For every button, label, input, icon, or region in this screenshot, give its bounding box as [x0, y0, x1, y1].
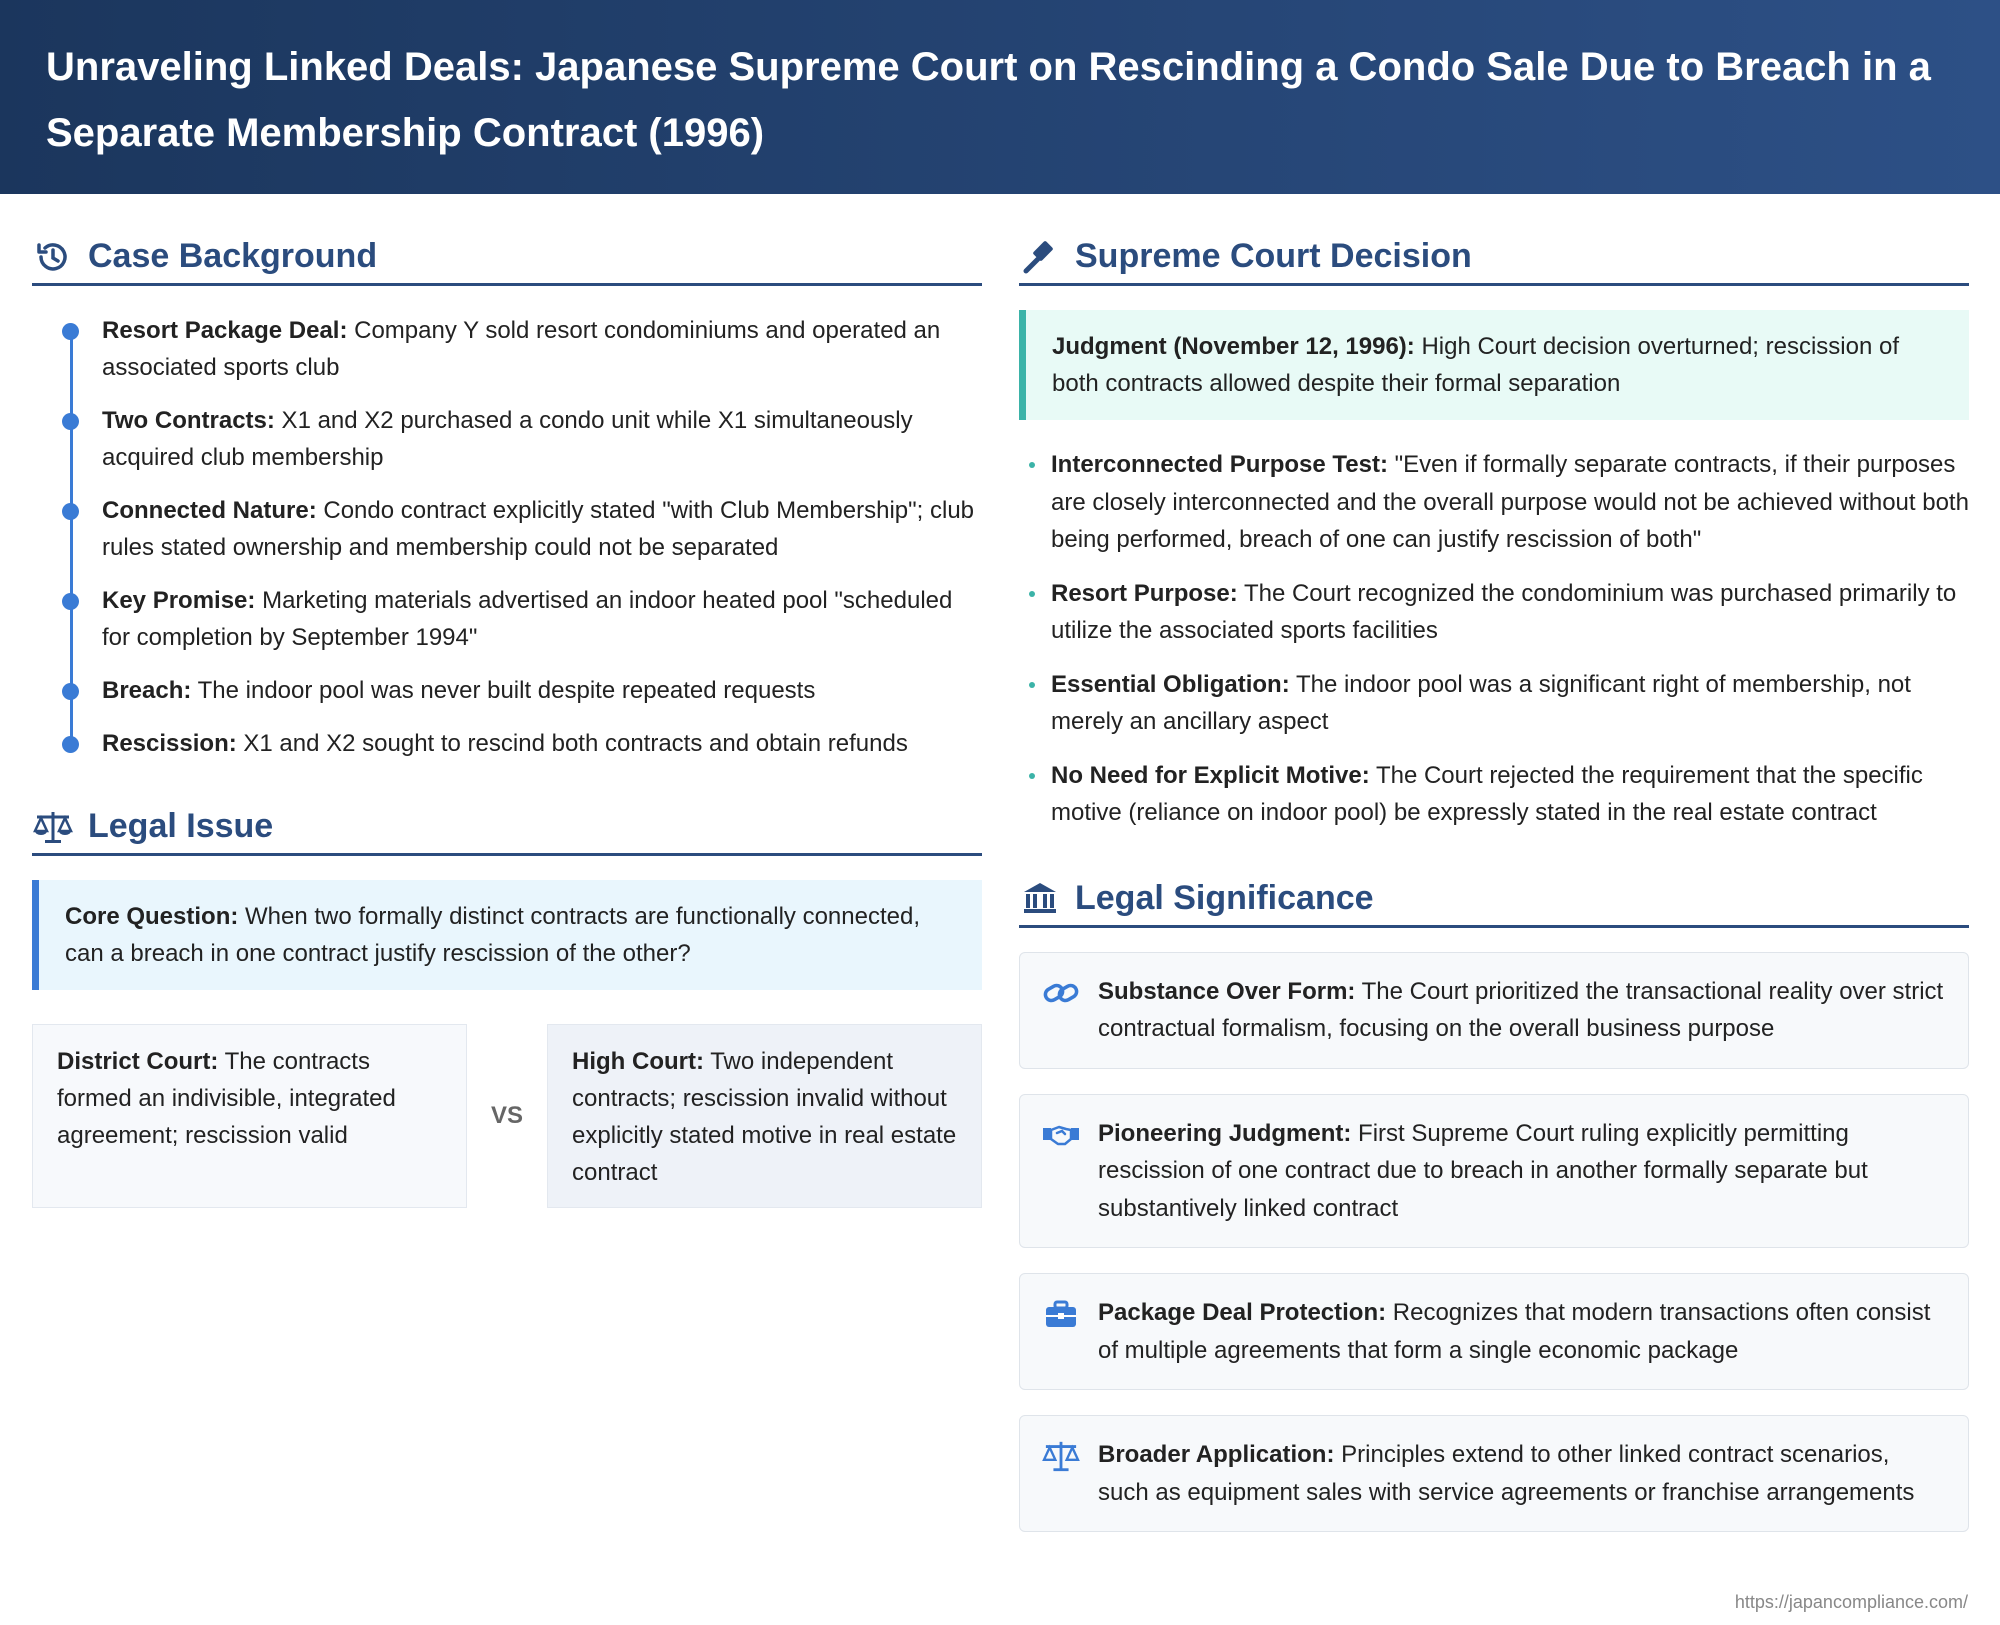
core-question-callout — [32, 880, 982, 990]
timeline-dot — [62, 323, 79, 340]
decision-heading — [1019, 194, 1969, 286]
item-text: The indoor pool was a significant right of membership, not merely an ancillary aspect — [1051, 670, 1911, 735]
item-label: Resort Package Deal: — [102, 317, 348, 344]
district-court-label: District Court: — [57, 1048, 219, 1075]
decision-bullets — [1019, 446, 1969, 832]
item-label: Interconnected Purpose Test: — [1051, 451, 1388, 478]
significance-card — [1019, 1415, 1969, 1532]
scales-icon — [32, 806, 74, 848]
card-label: Substance Over Form: — [1098, 977, 1356, 1005]
district-court-text: The contracts formed an indivisible, integrated agreement; rescission valid — [57, 1048, 396, 1149]
case-background-heading — [32, 194, 982, 286]
list-item — [1051, 757, 1969, 832]
district-court-box — [32, 1024, 467, 1208]
significance-heading — [1019, 848, 1969, 928]
item-text: The Court recognized the condominium was purchased primarily to utilize the associated sports facilities — [1051, 579, 1957, 644]
judgment-callout — [1019, 310, 1969, 420]
page-header — [0, 0, 2000, 194]
card-text — [1098, 1294, 1944, 1369]
card-body: Recognizes that modern transactions often consist of multiple agreements that form a single economic package — [1098, 1299, 1931, 1364]
timeline-item — [102, 725, 982, 762]
section-title: Legal Significance — [1075, 878, 1374, 917]
judgment-text: High Court decision overturned; rescission of both contracts allowed despite their formal separation — [1052, 333, 1900, 397]
card-text — [1098, 1115, 1944, 1228]
section-title: Supreme Court Decision — [1075, 237, 1472, 275]
item-text: X1 and X2 sought to rescind both contracts and obtain refunds — [236, 730, 908, 757]
timeline-item — [102, 672, 982, 709]
item-label: Breach: — [102, 677, 192, 704]
briefcase-icon — [1040, 1294, 1082, 1334]
item-label: Essential Obligation: — [1051, 670, 1290, 698]
item-text: The Court rejected the requirement that the specific motive (reliance on indoor pool) be expressly stated in the real estate contract — [1051, 761, 1923, 826]
item-label: Rescission: — [102, 730, 237, 757]
card-label: Pioneering Judgment: — [1098, 1119, 1352, 1147]
card-body: Principles extend to other linked contract scenarios, such as equipment sales with service agreements or franchise arrangements — [1098, 1441, 1915, 1506]
gavel-icon — [1019, 236, 1061, 278]
section-title: Case Background — [88, 237, 378, 275]
footer-url[interactable]: https://japancompliance.com/ — [1734, 1592, 1968, 1612]
item-text: "Even if formally separate contracts, if their purposes are closely interconnected and the overall purpose would not be achieved without both being performed, breach of one can justify rescission of both" — [1051, 451, 1969, 553]
core-question-label: Core Question: — [65, 903, 239, 930]
handshake-icon — [1040, 1115, 1082, 1155]
card-body: First Supreme Court ruling explicitly permitting rescission of one contract due to breach in another formally separate but substantively linked contract — [1098, 1119, 1868, 1222]
judgment-label: Judgment (November 12, 1996): — [1052, 333, 1415, 360]
significance-card — [1019, 1273, 1969, 1390]
significance-card — [1019, 952, 1969, 1069]
timeline-dot — [62, 736, 79, 753]
item-text: The indoor pool was never built despite repeated requests — [191, 677, 816, 704]
history-icon — [32, 236, 74, 278]
timeline-item — [102, 492, 982, 566]
card-text — [1098, 973, 1944, 1048]
court-comparison — [32, 1024, 982, 1208]
timeline-dot — [62, 503, 79, 520]
vs-label: VS — [490, 1102, 523, 1129]
bullet-dot — [1029, 591, 1035, 597]
link-icon — [1040, 973, 1082, 1013]
high-court-label: High Court: — [572, 1048, 704, 1075]
high-court-text: Two independent contracts; rescission invalid without explicitly stated motive in real estate contract — [572, 1048, 957, 1186]
courthouse-icon — [1019, 877, 1061, 919]
page-title: Unraveling Linked Deals: Japanese Supreme Court on Rescinding a Condo Sale Due to Breach in a Separate Membership Contract (1996) — [46, 45, 1931, 155]
right-column — [1019, 194, 1969, 1532]
timeline-dot — [62, 593, 79, 610]
list-item — [1051, 575, 1969, 650]
item-label: Key Promise: — [102, 587, 256, 614]
high-court-box — [547, 1024, 982, 1208]
list-item — [1051, 446, 1969, 559]
card-label: Package Deal Protection: — [1098, 1299, 1387, 1326]
item-text: Company Y sold resort condominiums and operated an associated sports club — [102, 317, 941, 381]
bullet-dot — [1029, 682, 1035, 688]
timeline-item — [102, 582, 982, 656]
card-body: The Court prioritized the transactional reality over strict contractual formalism, focusing on the overall business purpose — [1098, 977, 1944, 1042]
core-question-text: When two formally distinct contracts are functionally connected, can a breach in one contract justify rescission of the other? — [65, 903, 920, 967]
item-text: X1 and X2 purchased a condo unit while X1 simultaneously acquired club membership — [102, 407, 913, 471]
bullet-dot — [1029, 773, 1035, 779]
timeline-item — [102, 312, 982, 386]
timeline-dot — [62, 413, 79, 430]
significance-card — [1019, 1094, 1969, 1249]
legal-issue-heading — [32, 778, 982, 856]
background-timeline — [32, 312, 982, 762]
item-label: Resort Purpose: — [1051, 579, 1238, 607]
bullet-dot — [1029, 462, 1035, 468]
card-label: Broader Application: — [1098, 1441, 1335, 1468]
item-label: No Need for Explicit Motive: — [1051, 761, 1370, 789]
item-text: Condo contract explicitly stated "with Club Membership"; club rules stated ownership and membership could not be separated — [102, 497, 975, 561]
item-text: Marketing materials advertised an indoor heated pool "scheduled for completion by September 1994" — [102, 587, 953, 651]
timeline-dot — [62, 683, 79, 700]
timeline-item — [102, 402, 982, 476]
list-item — [1051, 666, 1969, 741]
section-title: Legal Issue — [88, 807, 274, 845]
item-label: Connected Nature: — [102, 497, 317, 524]
content-columns — [0, 194, 2000, 1625]
left-column — [32, 194, 982, 1208]
scales-icon — [1040, 1436, 1082, 1476]
card-text — [1098, 1436, 1944, 1511]
item-label: Two Contracts: — [102, 407, 275, 434]
